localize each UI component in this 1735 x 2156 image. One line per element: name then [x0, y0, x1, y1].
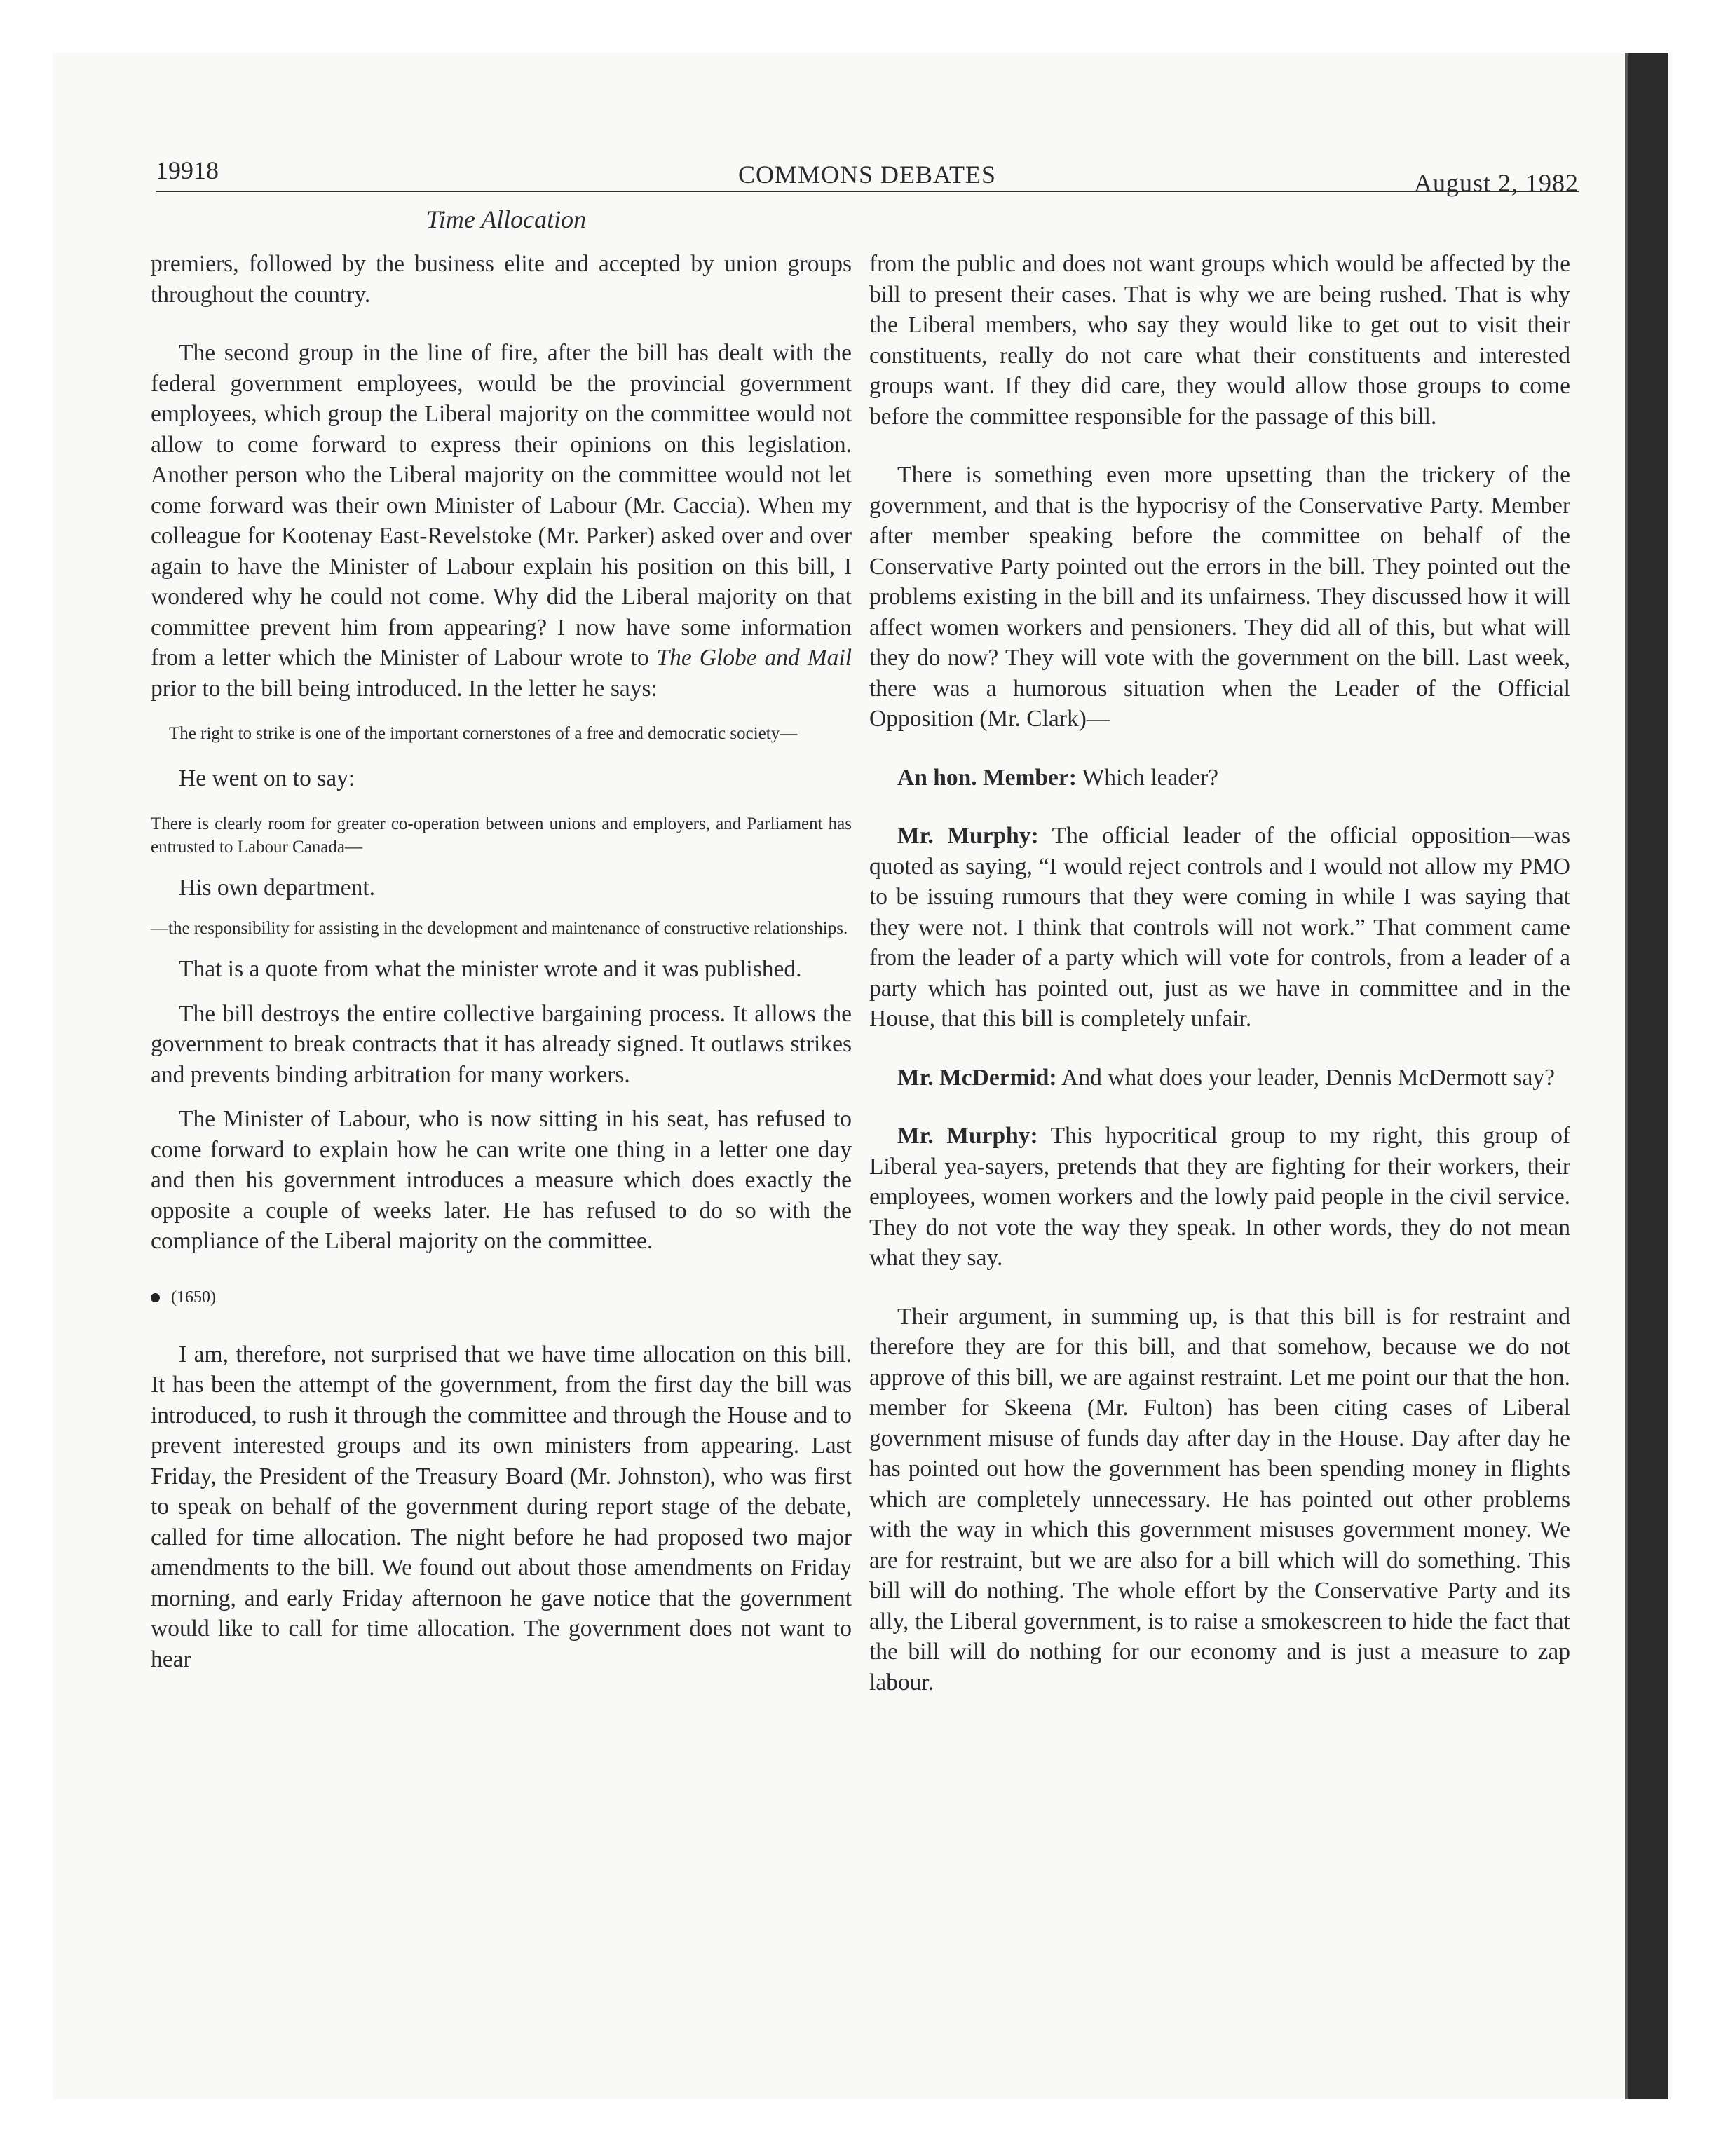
- page-number: 19918: [156, 156, 219, 184]
- paragraph: He went on to say:: [179, 765, 355, 791]
- block-quote: The right to strike is one of the important cornerstones of a free and democratic society—: [169, 724, 798, 743]
- speech-text: Which leader?: [1082, 764, 1219, 791]
- time-marker-text: (1650): [171, 1288, 216, 1306]
- speaker-name: Mr. Murphy:: [897, 1123, 1038, 1149]
- left-column: [151, 249, 852, 1674]
- speaker-name: Mr. McDermid:: [897, 1064, 1057, 1091]
- paragraph-text: The second group in the line of fire, after the bill has dealt with the federal government employees, would be the provincial government employees, which group the Liberal majority on the committee would not allow to come forward to express their opinions on this legislation. Another person who the Liberal majority on the committee would not let come forward was their own Minister of Labour (Mr. Caccia). When my colleague for Kootenay East-Revelstoke (Mr. Parker) asked over and over again to have the Minister of Labour explain his position on this bill, I wondered why he could not come. Why did the Liberal majority on that committee prevent him from appearing? I now have some information from a letter which the Minister of Labour wrote to: [151, 340, 852, 671]
- right-column: [869, 249, 1570, 1698]
- speech: [869, 1063, 1570, 1093]
- paragraph-text: prior to the bill being introduced. In the letter he says:: [151, 675, 658, 702]
- paragraph: His own department.: [179, 874, 376, 901]
- block-quote: There is clearly room for greater co-operation between unions and employers, and Parliament has entrusted to Labour Canada—: [151, 814, 852, 857]
- section-title: Time Allocation: [426, 205, 587, 233]
- speech-text: The official leader of the official opposition—was quoted as saying, “I would reject controls and I would not allow my PMO to be issuing rumours that they were coming in while I was saying that they were not. I think that controls will not work.” That comment came from the leader of a party which will vote for controls, from a leader of a party which has pointed out, just as we have in committee and in the House, that this bill is completely unfair.: [869, 823, 1570, 1032]
- newspaper-title: The Globe and Mail: [656, 645, 852, 671]
- speaker-name: An hon. Member:: [897, 764, 1077, 791]
- issue-date: August 2, 1982: [1413, 169, 1579, 197]
- journal-title: COMMONS DEBATES: [737, 161, 997, 189]
- speaker-name: Mr. Murphy:: [897, 823, 1039, 849]
- scan-edge-shadow: [1625, 53, 1668, 2099]
- paragraph: There is something even more upsetting than the trickery of the government, and that is the hypocrisy of the Conservative Party. Member after member speaking before the committee on behalf of the Conservative Party pointed out the errors in the bill. They pointed out the problems existing in the bill and its unfairness. They discussed how it will affect women workers and pensioners. They did all of this, but what will they do now? They will vote with the government on the bill. Last week, there was a humorous situation when the Leader of the Official Opposition (Mr. Clark)—: [869, 462, 1570, 732]
- speech: [869, 821, 1570, 1035]
- paragraph: That is a quote from what the minister wrote and it was published.: [179, 956, 802, 982]
- speech: [869, 1121, 1570, 1274]
- paragraph: from the public and does not want groups which would be affected by the bill to present their cases. That is why we are being rushed. That is why the Liberal members, who say they would like to get out to visit their constituents, really do not care what their constituents and interested groups want. If they did care, they would allow those groups to come before the committee responsible for the passage of this bill.: [869, 251, 1570, 430]
- paragraph: The Minister of Labour, who is now sitting in his seat, has refused to come forward to explain how he can write one thing in a letter one day and then his government introduces a measure which does exactly the opposite a couple of weeks later. He has refused to do so with the compliance of the Liberal majority on the committee.: [151, 1106, 852, 1254]
- header-rule: [156, 191, 1579, 192]
- block-quote: —the responsibility for assisting in the development and maintenance of constructive relationships.: [151, 919, 848, 938]
- bullet-dot-icon: [151, 1293, 160, 1302]
- paragraph: [151, 338, 852, 704]
- paragraph: I am, therefore, not surprised that we have time allocation on this bill. It has been the attempt of the government, from the first day the bill was introduced, to rush it through the committee and through the House and to prevent interested groups and its own ministers from appearing. Last Friday, the President of the Treasury Board (Mr. Johnston), who was first to speak on behalf of the government during report stage of the debate, called for time allocation. The night before he had proposed two major amendments to the bill. We found out about those amendments on Friday morning, and early Friday afternoon he gave notice that the government would like to call for time allocation. The government does not want to hear: [151, 1341, 852, 1672]
- time-marker: [151, 1283, 852, 1311]
- speech-text: This hypocritical group to my right, this group of Liberal yea-sayers, pretends that they are fighting for their workers, their employees, women workers and the lowly paid people in the civil service. They do not vote the way they speak. In other words, they do not mean what they say.: [869, 1123, 1570, 1271]
- paragraph: Their argument, in summing up, is that this bill is for restraint and therefore they are for this bill, and that somehow, because we do not approve of this bill, we are against restraint. Let me point our that the hon. member for Skeena (Mr. Fulton) has been citing cases of Liberal government misuse of funds day after day in the House. Day after day he has pointed out how the government has been spending money in flights which are completely unnecessary. He has pointed out other problems with the way in which this government misuses government money. We are for restraint, but we are also for a bill which will do something. This bill will do nothing. The whole effort by the Conservative Party and its ally, the Liberal government, is to raise a smokescreen to hide the fact that the bill will do nothing for our economy and is just a measure to zap labour.: [869, 1303, 1570, 1696]
- paragraph: The bill destroys the entire collective bargaining process. It allows the government to break contracts that it has already signed. It outlaws strikes and prevents binding arbitration for many workers.: [151, 1000, 852, 1088]
- paragraph: premiers, followed by the business elite and accepted by union groups throughout the country.: [151, 251, 852, 308]
- speech: [869, 763, 1570, 793]
- speech-text: And what does your leader, Dennis McDermott say?: [1061, 1064, 1555, 1091]
